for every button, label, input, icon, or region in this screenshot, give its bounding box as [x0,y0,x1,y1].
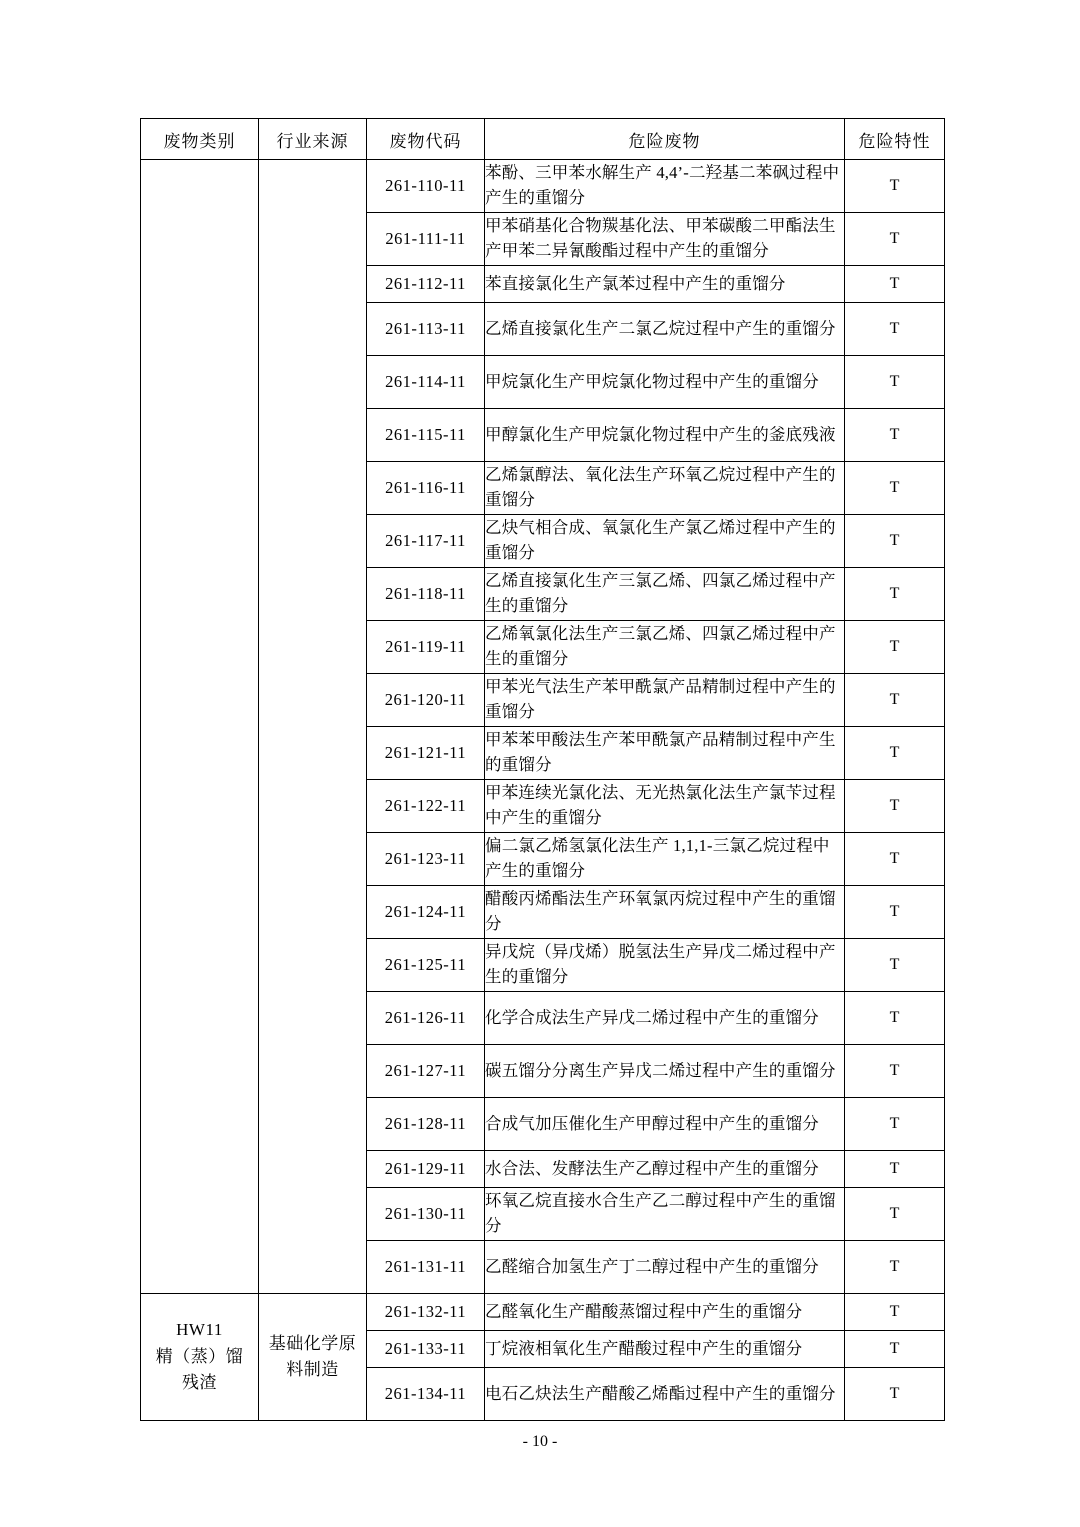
hazardous-waste-cell: 异戊烷（异戊烯）脱氢法生产异戊二烯过程中产生的重馏分 [485,939,845,992]
hazard-property-cell: T [845,266,945,303]
hazard-property-cell: T [845,356,945,409]
hazard-property-cell: T [845,1368,945,1421]
hazardous-waste-cell: 环氧乙烷直接水合生产乙二醇过程中产生的重馏分 [485,1188,845,1241]
waste-code-cell: 261-125-11 [367,939,485,992]
hazardous-waste-cell: 甲醇氯化生产甲烷氯化物过程中产生的釜底残液 [485,409,845,462]
hazardous-waste-cell: 碳五馏分分离生产异戊二烯过程中产生的重馏分 [485,1045,845,1098]
waste-code-cell: 261-132-11 [367,1294,485,1331]
hazardous-waste-cell: 醋酸丙烯酯法生产环氧氯丙烷过程中产生的重馏分 [485,886,845,939]
hazardous-waste-cell: 甲苯苯甲酸法生产苯甲酰氯产品精制过程中产生的重馏分 [485,727,845,780]
waste-code-cell: 261-115-11 [367,409,485,462]
hazard-property-cell: T [845,1188,945,1241]
waste-code-cell: 261-134-11 [367,1368,485,1421]
hazardous-waste-cell: 甲烷氯化生产甲烷氯化物过程中产生的重馏分 [485,356,845,409]
hazardous-waste-cell: 乙烯氯醇法、氧化法生产环氧乙烷过程中产生的重馏分 [485,462,845,515]
hazardous-waste-cell: 苯酚、三甲苯水解生产 4,4’-二羟基二苯砜过程中产生的重馏分 [485,160,845,213]
waste-code-cell: 261-130-11 [367,1188,485,1241]
hazard-property-cell: T [845,515,945,568]
hazardous-waste-cell: 丁烷液相氧化生产醋酸过程中产生的重馏分 [485,1331,845,1368]
waste-code-cell: 261-111-11 [367,213,485,266]
header-waste-category: 废物类别 [141,119,259,160]
hazard-property-cell: T [845,1331,945,1368]
waste-code-cell: 261-121-11 [367,727,485,780]
hazard-property-cell: T [845,303,945,356]
waste-category-cell-empty [141,160,259,1294]
waste-code-cell: 261-116-11 [367,462,485,515]
waste-code-cell: 261-127-11 [367,1045,485,1098]
hazard-property-cell: T [845,886,945,939]
waste-code-cell: 261-123-11 [367,833,485,886]
hazardous-waste-table [140,118,945,1421]
waste-code-cell: 261-113-11 [367,303,485,356]
hazardous-waste-cell: 乙炔气相合成、氧氯化生产氯乙烯过程中产生的重馏分 [485,515,845,568]
hazardous-waste-cell: 乙醛氧化生产醋酸蒸馏过程中产生的重馏分 [485,1294,845,1331]
header-hazardous-waste: 危险废物 [485,119,845,160]
hazardous-waste-cell: 乙烯直接氯化生产二氯乙烷过程中产生的重馏分 [485,303,845,356]
header-waste-code: 废物代码 [367,119,485,160]
waste-category-line: 精（蒸）馏 [155,1346,244,1366]
waste-code-cell: 261-110-11 [367,160,485,213]
waste-code-cell: 261-119-11 [367,621,485,674]
header-industry-source: 行业来源 [259,119,367,160]
hazardous-waste-cell: 乙烯直接氯化生产三氯乙烯、四氯乙烯过程中产生的重馏分 [485,568,845,621]
waste-code-cell: 261-124-11 [367,886,485,939]
hazardous-waste-cell: 偏二氯乙烯氢氯化法生产 1,1,1-三氯乙烷过程中产生的重馏分 [485,833,845,886]
table-body [141,160,945,1421]
hazardous-waste-cell: 甲苯光气法生产苯甲酰氯产品精制过程中产生的重馏分 [485,674,845,727]
hazard-property-cell: T [845,992,945,1045]
industry-source-line: 基础化学原 [268,1333,357,1353]
table-row [141,1294,945,1331]
hazardous-waste-cell: 化学合成法生产异戊二烯过程中产生的重馏分 [485,992,845,1045]
page-number: - 10 - [522,1433,558,1450]
waste-code-cell: 261-131-11 [367,1241,485,1294]
hazard-property-cell: T [845,1045,945,1098]
waste-code-cell: 261-120-11 [367,674,485,727]
waste-code-cell: 261-133-11 [367,1331,485,1368]
industry-source-cell-empty [259,160,367,1294]
hazard-property-cell: T [845,409,945,462]
hazardous-waste-cell: 水合法、发酵法生产乙醇过程中产生的重馏分 [485,1151,845,1188]
industry-source-cell [259,1294,367,1421]
waste-code-cell: 261-128-11 [367,1098,485,1151]
table-header-row [141,119,945,160]
header-hazard-property: 危险特性 [845,119,945,160]
hazardous-waste-cell: 甲苯硝基化合物羰基化法、甲苯碳酸二甲酯法生产甲苯二异氰酸酯过程中产生的重馏分 [485,213,845,266]
hazard-property-cell: T [845,462,945,515]
waste-code-cell: 261-129-11 [367,1151,485,1188]
hazard-property-cell: T [845,160,945,213]
waste-code-cell: 261-118-11 [367,568,485,621]
hazard-property-cell: T [845,674,945,727]
waste-category-cell [141,1294,259,1421]
waste-code-cell: 261-126-11 [367,992,485,1045]
hazard-property-cell: T [845,1241,945,1294]
hazard-property-cell: T [845,780,945,833]
hazardous-waste-cell: 乙醛缩合加氢生产丁二醇过程中产生的重馏分 [485,1241,845,1294]
waste-code-cell: 261-117-11 [367,515,485,568]
hazard-property-cell: T [845,621,945,674]
hazard-property-cell: T [845,213,945,266]
hazard-property-cell: T [845,727,945,780]
hazard-property-cell: T [845,1098,945,1151]
hazard-property-cell: T [845,939,945,992]
waste-category-line: HW11 [176,1320,223,1340]
hazardous-waste-cell: 合成气加压催化生产甲醇过程中产生的重馏分 [485,1098,845,1151]
hazard-property-cell: T [845,1294,945,1331]
hazard-property-cell: T [845,833,945,886]
hazard-property-cell: T [845,1151,945,1188]
table-row [141,160,945,213]
hazardous-waste-cell: 乙烯氧氯化法生产三氯乙烯、四氯乙烯过程中产生的重馏分 [485,621,845,674]
waste-code-cell: 261-114-11 [367,356,485,409]
hazardous-waste-cell: 甲苯连续光氯化法、无光热氯化法生产氯苄过程中产生的重馏分 [485,780,845,833]
waste-category-line: 残渣 [182,1373,217,1393]
hazard-property-cell: T [845,568,945,621]
hazardous-waste-cell: 电石乙炔法生产醋酸乙烯酯过程中产生的重馏分 [485,1368,845,1421]
waste-code-cell: 261-112-11 [367,266,485,303]
hazardous-waste-cell: 苯直接氯化生产氯苯过程中产生的重馏分 [485,266,845,303]
waste-code-cell: 261-122-11 [367,780,485,833]
industry-source-line: 料制造 [286,1360,339,1379]
